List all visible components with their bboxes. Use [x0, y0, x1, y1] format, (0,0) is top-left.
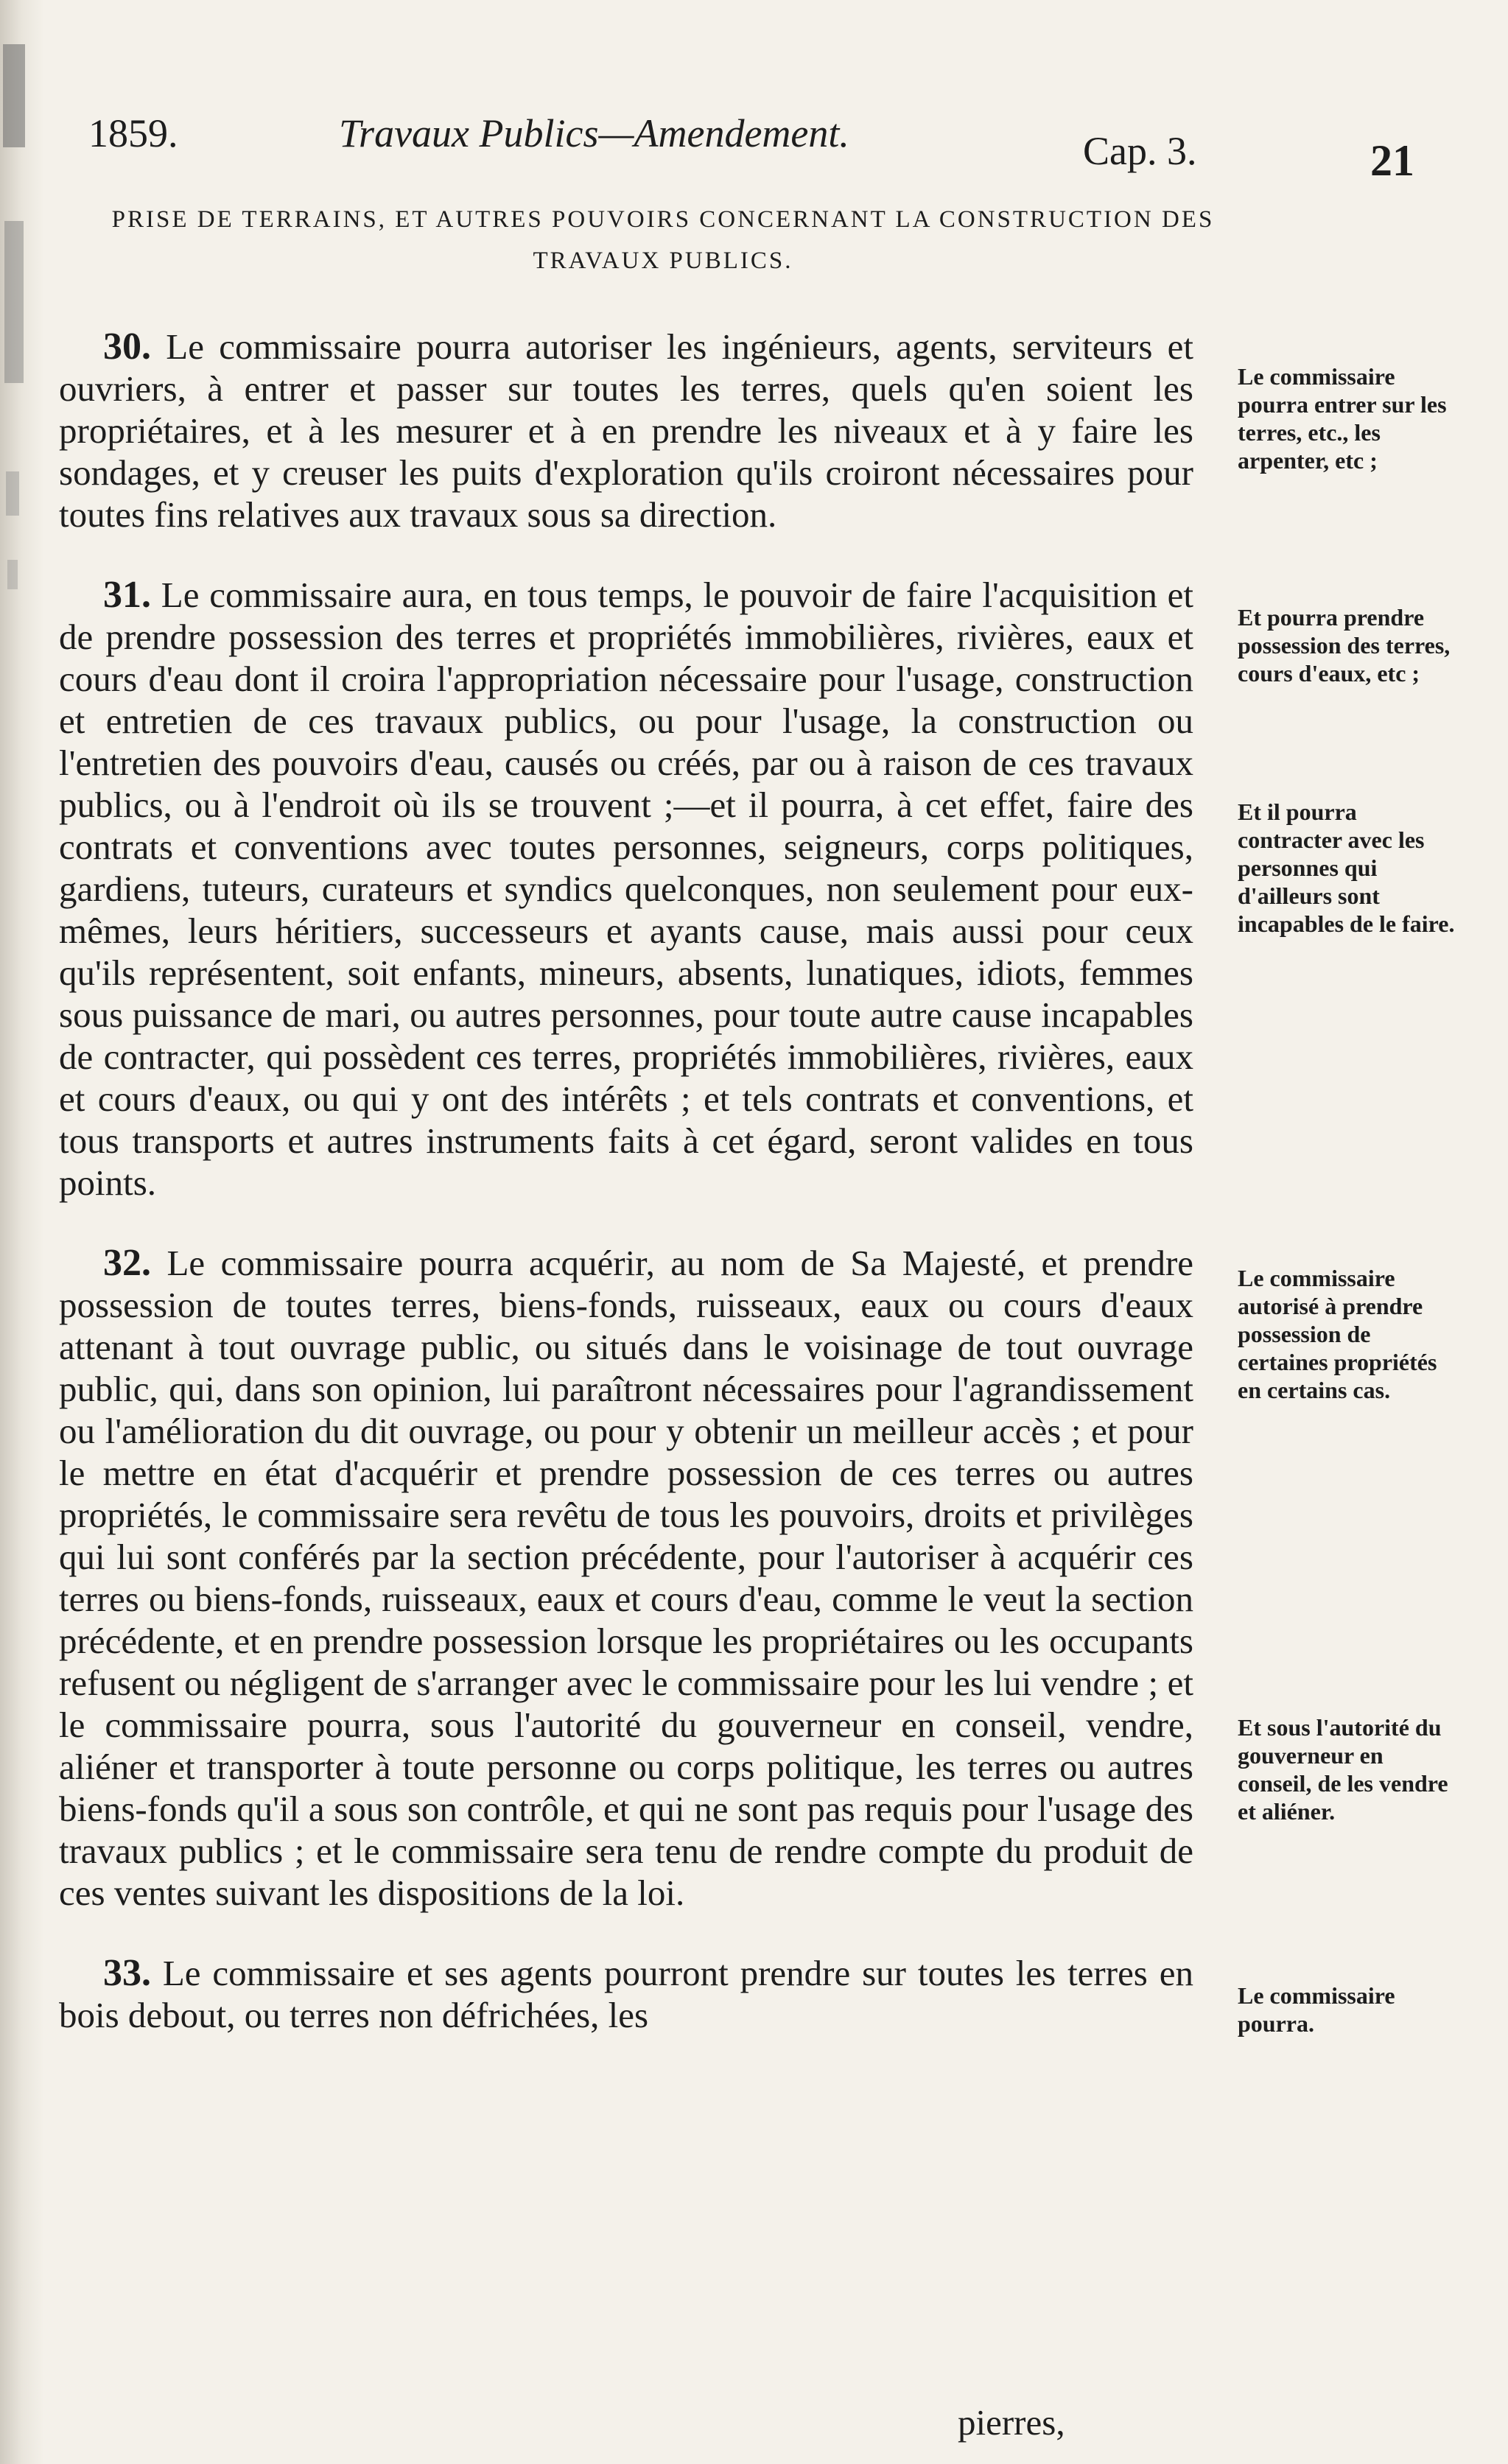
scan-edge-marks	[0, 0, 44, 2464]
section-number: 30.	[103, 326, 151, 368]
section-body	[59, 326, 1193, 536]
section-text: Le commissaire pourra autoriser les ingénieurs, agents, serviteurs et ouvriers, à entrer et passer sur toutes les terres, quels qu'en soient les propriétaires, et à les mesurer et à en prendre les niveaux et à y faire les sondages, et y creuser les puits d'exploration qu'ils croiront nécessaires pour toutes fins relatives aux travaux sous sa direction.	[59, 326, 1194, 535]
section-number: 31.	[103, 574, 151, 616]
margin-notes	[1238, 1242, 1459, 1877]
margin-note: Le commissaire pourra.	[1238, 1982, 1395, 2037]
running-head	[59, 110, 1459, 185]
section-body	[59, 1952, 1193, 2036]
section-body	[59, 1242, 1193, 1914]
margin-notes	[1238, 326, 1459, 526]
section-number: 32.	[103, 1242, 151, 1284]
page-number: 21	[1370, 136, 1414, 185]
margin-note: Et il pourra contracter avec les personnes qui d'ailleurs sont incapables de le faire.	[1238, 798, 1455, 937]
section-text: Le commissaire pourra acquérir, au nom de Sa Majesté, et prendre possession de toutes terres, biens-fonds, ruisseaux, eaux ou cours d'eaux attenant à tout ouvrage public, ou situés dans le voisinage de tout ouvrage public, qui, dans son opinion, lui paraîtront nécessaires pour l'agrandissement ou l'amélioration du dit ouvrage, ou pour y obtenir un meilleur accès ; et pour le mettre en état d'acquérir et prendre possession de ces terres ou autres propriétés, le commissaire sera revêtu de tous les pouvoirs, droits et privilèges qui lui sont conférés par la section précédente, pour l'autoriser à acquérir ces terres ou biens-fonds, ruisseaux, eaux et cours d'eau, comme le veut la section précédente, et en prendre possession lorsque les propriétaires ou les occupants refusent ou négligent de s'arranger avec le commissaire pour les lui vendre ; et le commissaire pourra, sous l'autorité du gouverneur en conseil, vendre, aliéner et transporter à toute personne ou corps politique, les terres ou autres biens-fonds qu'il a sous son contrôle, et qui ne sont pas requis pour l'usage des travaux publics ; et le commissaire sera tenu de rendre compte du produit de ces ventes suivant les dispositions de la loi.	[59, 1243, 1194, 1913]
margin-notes	[1238, 1952, 1459, 2089]
margin-note: Le commissaire pourra entrer sur les terres, etc., les arpenter, etc ;	[1238, 363, 1447, 474]
section-32	[59, 1242, 1459, 1914]
section-33	[59, 1952, 1459, 2089]
catchword: pierres,	[958, 2402, 1065, 2443]
section-text: Le commissaire et ses agents pourront prendre sur toutes les terres en bois debout, ou terres non défrichées, les	[59, 1953, 1193, 2035]
section-30	[59, 326, 1459, 536]
page	[59, 110, 1459, 2127]
section-text: Le commissaire aura, en tous temps, le pouvoir de faire l'acquisition et de prendre possession des terres et propriétés immobilières, rivières, eaux et cours d'eau dont il croira l'appropriation nécessaire pour l'usage, construction et entretien de ces travaux publics, ou pour l'usage, la construction ou l'entretien des pouvoirs d'eau, causés ou créés, par ou à raison de ces travaux publics, ou à l'endroit où ils se trouvent ;—et il pourra, à cet effet, faire des contrats et conventions avec toutes personnes, seigneurs, corps politiques, gardiens, tuteurs, curateurs et syndics quelconques, non seulement pour eux-mêmes, leurs héritiers, successeurs et ayants cause, mais aussi pour ceux qu'ils représentent, soit enfants, mineurs, absents, lunatiques, idiots, femmes sous puissance de mari, ou autres personnes, pour toute autre cause incapables de contracter, qui possèdent ces terres, propriétés immobilières, rivières, eaux et cours d'eaux, ou qui y ont des intérêts ; et tels contrats et conventions, et tous transports et autres instruments faits à cet égard, seront valides en tous points.	[59, 575, 1193, 1203]
running-head-year: 1859.	[88, 111, 178, 155]
running-head-chapter: Cap. 3.	[1083, 129, 1197, 173]
section-heading: PRISE DE TERRAINS, ET AUTRES POUVOIRS CONCERNANT LA CONSTRUCTION DES TRAVAUX PUBLICS.	[111, 206, 1215, 274]
section-31	[59, 574, 1459, 1204]
section-body	[59, 574, 1193, 1204]
margin-note: Et pourra prendre possession des terres, cours d'eaux, etc ;	[1238, 604, 1451, 687]
section-number: 33.	[103, 1952, 151, 1994]
margin-note: Et sous l'autorité du gouverneur en conseil, de les vendre et aliéner.	[1238, 1714, 1448, 1825]
margin-note: Le commissaire autorisé à prendre possession de certaines propriétés en certains cas.	[1238, 1265, 1437, 1403]
running-head-title: Travaux Publics—Amendement.	[339, 111, 849, 155]
margin-notes	[1238, 574, 1459, 989]
